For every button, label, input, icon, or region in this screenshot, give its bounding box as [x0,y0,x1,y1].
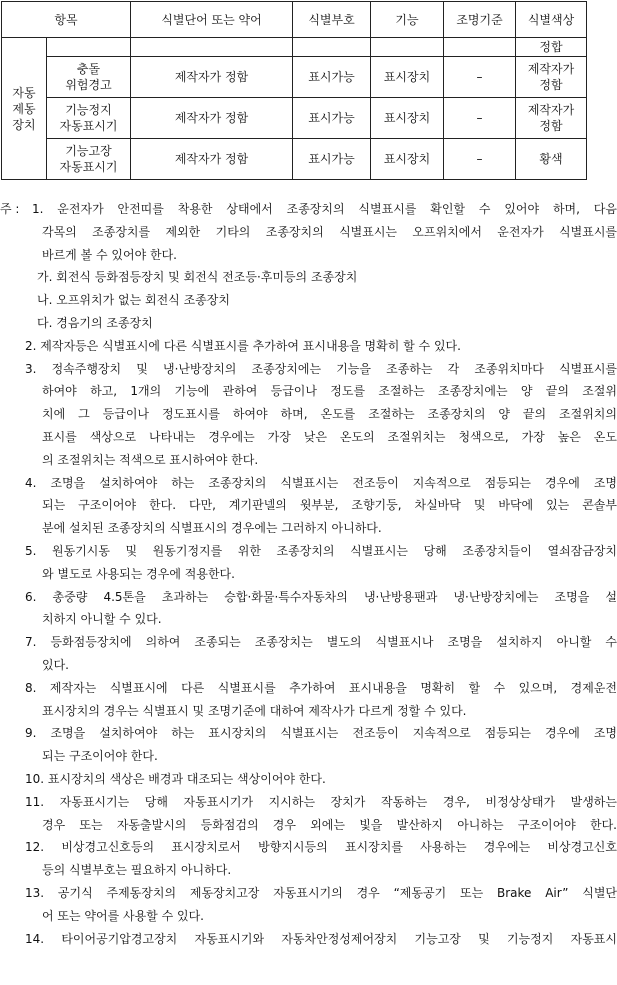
note-line: 6. 총중량 4.5톤을 초과하는 승합·화물·특수자동차의 냉·난방용팬과 냉·난방장치에는 조명을 설 [25,589,617,604]
note-line: 각목의 조종장치를 제외한 기타의 조종장치의 식별표시는 오프위치에서 운전자가 식별표시를 [42,224,617,239]
header-symbol: 식별부호 [293,2,371,38]
row-item: 기능고장 자동표시기 [47,139,131,180]
notes [0,198,617,950]
row-color: 제작자가 정함 [516,57,587,98]
note-line: 경우 또는 자동출발시의 등화점검의 경우 외에는 빛을 발산하지 아니하는 구조이어야 한다. [42,817,617,832]
note-line: 있다. [42,657,69,672]
note-line: 11. 자동표시기는 당해 자동표시기가 지시하는 장치가 작동하는 경우, 비정상상태가 발생하는 [25,794,617,809]
note-line: 4. 조명을 설치하여야 하는 조종장치의 식별표시는 전조등이 지속적으로 점등되는 경우에 조명 [25,475,617,490]
row-function: 표시장치 [371,57,444,98]
note-line: 하여야 하고, 1개의 기능에 관하여 등급이나 정도를 조절하는 조종장치에는 양 끝의 조절위 [42,384,617,399]
row-light: – [444,139,516,180]
note-line: 2. 제작자등은 식별표시에 다른 식별표시를 추가하여 표시내용을 명확히 할 수 있다. [25,338,461,353]
notes-lead: 주 : [0,202,20,216]
table-cell [371,38,444,57]
row-item: 충돌 위험경고 [47,57,131,98]
note-line: 표시장치의 경우는 식별표시 및 조명기준에 대하여 제작사가 다르게 정할 수 있다. [42,703,467,718]
note-line: 8. 제작자는 식별표시에 다른 식별표시를 추가하여 표시내용을 명확히 할 수 있으며, 경제운전 [25,680,617,695]
note-line: 등의 식별부호는 필요하지 아니하다. [42,863,232,878]
note-line: 3. 정속주행장치 및 냉·난방장치의 조종장치에는 기능을 조종하는 각 조종위치마다 식별표시를 [25,361,617,376]
note-line: 와 별도로 사용되는 경우에 적용한다. [42,566,235,581]
note-line: 7. 등화점등장치에 의하여 조종되는 조종장치는 별도의 식별표시나 조명을 설치하지 아니할 수 [25,635,617,650]
row-color: 황색 [516,139,587,180]
note-line: 12. 비상경고신호등의 표시장치로서 방향지시등의 표시장치를 사용하는 경우에는 비상경고신호 [25,840,617,855]
note-line: 치에 그 등급이나 정도표시를 하여야 하며, 온도를 조절하는 조종장치의 양 끝의 조절위치의 [42,407,617,422]
note-line: 표시를 색상으로 나타내는 경우에는 가장 낮은 온도의 조절위치는 청색으로, 가장 높은 온도 [42,429,617,444]
note-line: 14. 타이어공기압경고장치 자동표시기와 자동차안정성제어장치 기능고장 및 기능정지 자동표시 [25,931,617,946]
note-line: 13. 공기식 주제동장치의 제동장치고장 자동표시기의 경우 “제동공기 또는 Brake Air” 식별단 [25,885,617,900]
header-function: 기능 [371,2,444,38]
row-light: – [444,98,516,139]
row-function: 표시장치 [371,98,444,139]
row-function: 표시장치 [371,139,444,180]
note-line: 1. 운전자가 안전띠를 착용한 상태에서 조종장치의 식별표시를 확인할 수 있어야 하며, 다음 [32,202,617,216]
note-line: 되는 구조이어야 한다. 다만, 계기판넬의 윗부분, 조향기둥, 차실바닥 및 바닥에 있는 콘솔부 [42,498,617,513]
top-row-color: 정합 [516,38,587,57]
table-cell [293,38,371,57]
group-label: 자동 제동 장치 [2,38,47,180]
row-light: – [444,57,516,98]
row-item: 기능정지 자동표시기 [47,98,131,139]
note-line: 의 조절위치는 적색으로 표시하여야 한다. [42,452,259,467]
note-line: 치하지 아니할 수 있다. [42,612,162,627]
header-item: 항목 [2,2,131,38]
row-word: 제작자가 정함 [131,57,293,98]
header-light: 조명기준 [444,2,516,38]
table-row [2,38,587,57]
header-color: 식별색상 [516,2,587,38]
note-line: 나. 오프위치가 없는 회전식 조종장치 [37,293,230,308]
note-line: 바르게 볼 수 있어야 한다. [42,247,177,262]
note-line: 다. 경음기의 조종장치 [37,315,153,330]
row-color: 제작자가 정함 [516,98,587,139]
row-symbol: 표시가능 [293,98,371,139]
table-cell [47,38,131,57]
table-row [2,98,587,139]
note-line: 분에 설치된 조종장치의 식별표시의 경우에는 그러하지 아니하다. [42,521,382,536]
header-word: 식별단어 또는 약어 [131,2,293,38]
note-line: 9. 조명을 설치하여야 하는 표시장치의 식별표시는 전조등이 지속적으로 점등되는 경우에 조명 [25,726,617,741]
note-line: 가. 회전식 등화점등장치 및 회전식 전조등·후미등의 조종장치 [37,270,358,285]
spec-table [1,1,587,180]
note-line: 5. 원동기시동 및 원동기정지를 위한 조종장치의 식별표시는 당해 조종장치들이 열쇠잠금장치 [25,543,617,558]
table-cell [444,38,516,57]
table-cell [131,38,293,57]
row-word: 제작자가 정함 [131,98,293,139]
table-row [2,57,587,98]
header-row [2,2,587,38]
row-symbol: 표시가능 [293,139,371,180]
note-line: 어 또는 약어를 사용할 수 있다. [42,908,204,923]
table-row [2,139,587,180]
row-symbol: 표시가능 [293,57,371,98]
note-line: 되는 구조이어야 한다. [42,749,158,764]
note-line: 10. 표시장치의 색상은 배경과 대조되는 색상이어야 한다. [25,771,326,786]
row-word: 제작자가 정함 [131,139,293,180]
